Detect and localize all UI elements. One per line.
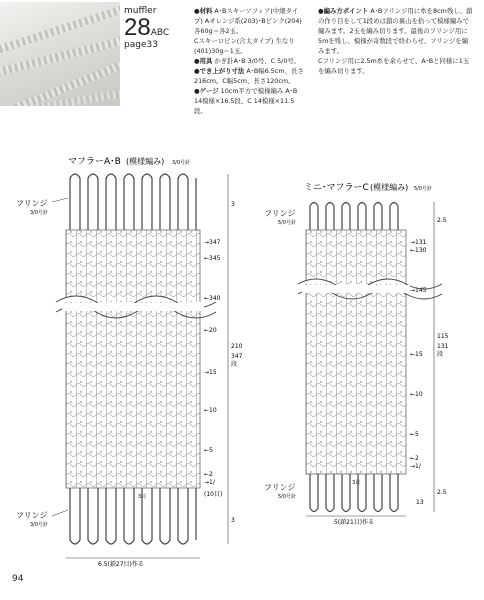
tools-text: かぎ針A･B 3/0号、C 5/0号。 — [214, 57, 301, 65]
gauge-text: 10cm平方で模様編み A･B 14模様×16.5段、C 14模様×11.5段。 — [194, 87, 298, 115]
chart-c-dim: 131 — [437, 343, 449, 350]
chart-ab-row: ←345 — [204, 255, 221, 262]
chart-c-row: ←15 — [410, 351, 423, 358]
chart-ab-fringe-hook-bottom: 3/0号針 — [30, 522, 49, 528]
size-title: ●でき上がり寸法 — [194, 67, 245, 75]
chart-c-body — [306, 230, 406, 474]
chart-ab-title2: (模様編み) — [126, 157, 165, 166]
chart-ab-row: (10目) — [204, 491, 223, 498]
chart-ab-row: ←20 — [204, 327, 217, 334]
chart-c-row: →131 — [410, 239, 427, 246]
point-title: ●編み方ポイント — [318, 7, 369, 15]
tools-title: ●用具 — [194, 57, 213, 65]
header-label: muffler — [124, 6, 157, 16]
crochet-charts — [0, 150, 484, 574]
materials-title: ●材料 — [194, 7, 213, 15]
chart-ab-body — [66, 230, 200, 488]
chart-ab-fringe-hook-top: 3/0号針 — [30, 210, 49, 216]
size-text: A･B幅6.5cm、長さ216cm。C幅5cm、長さ120cm。 — [194, 67, 304, 85]
chart-c-row: →145 — [410, 287, 427, 294]
chart-c-dim: 2.5 — [437, 489, 447, 496]
chart-ab-fringe-top: フリンジ — [16, 199, 48, 208]
chart-c-dim: 13 — [416, 499, 424, 506]
chart-ab-bottom-note: 6.5(鎖27目)作る — [98, 561, 144, 568]
chart-ab-bottom-fringe — [70, 488, 196, 544]
materials-line1: A･Bスキーソフィア(中細タイプ) Aオレンジ系(203)･Bピンク(204)各60g＝各2玉。 — [194, 7, 302, 35]
specs-column — [194, 6, 306, 116]
chart-ab-row: →1/ — [204, 479, 215, 486]
chart-c-title: ミニ･マフラーC — [304, 183, 369, 193]
page-ref: page33 — [124, 40, 158, 50]
chart-c-fringe-top: フリンジ — [264, 209, 296, 218]
chart-c-dim: 115 — [437, 333, 449, 340]
chart-c-dim: 2.5 — [437, 217, 447, 224]
chart-ab-hook: 3/0号針 — [172, 160, 191, 166]
chart-ab-row: →347 — [204, 239, 221, 246]
page-number: 94 — [12, 574, 24, 584]
chart-ab-row: ←340 — [204, 295, 221, 302]
chart-ab-dim: 347 — [231, 353, 243, 360]
knitting-point — [318, 6, 474, 76]
chart-c-row: ←5 — [410, 431, 419, 438]
point-line2: Cフリンジ用に2.5m糸を余らせて、A･Bと同様に1玉を編み切ります。 — [318, 57, 470, 75]
pattern-header — [124, 6, 190, 50]
chart-c-row: ←130 — [410, 247, 427, 254]
gauge-title: ●ゲージ — [194, 87, 219, 95]
chart-c-fringe-bottom: フリンジ — [264, 483, 296, 492]
chart-c-dim: 段 — [437, 351, 444, 358]
chart-ab-row: ←2 — [204, 471, 213, 478]
chart-c-fringe-hook-top: 5/0号針 — [278, 220, 297, 226]
chart-ab-dim: 210 — [231, 343, 243, 350]
chart-ab-top-fringe — [70, 174, 196, 230]
chart-c-title2: (模様編み) — [370, 183, 409, 192]
chart-c-row: →1/ — [410, 463, 421, 470]
chart-ab-dim: 3 — [231, 201, 235, 208]
chart-c-row: ←10 — [410, 391, 423, 398]
materials-line2: Cスキーロピン(合太タイプ) 生なり(401)30g＝1玉。 — [194, 37, 295, 55]
chart-ab-dim: 段 — [231, 361, 238, 368]
pattern-letters: ABC — [150, 28, 170, 38]
point-line1: A･Bフリンジ用に糸を8cm残し、鎖の作り目をして1段めは鎖の裏山を拾って模様編みで編みます。2玉を編み切ります。最後のフリンジ用に5mを残し、模様が奇数段で終わらせ、フリンジを編みます。 — [318, 7, 473, 55]
chart-ab-small-note: 3目 — [138, 494, 147, 500]
chart-c-small-note: 3目 — [352, 480, 361, 486]
chart-ab-title: マフラーA･B — [68, 157, 121, 167]
chart-c-bottom-note: 5(鎖21目)作る — [334, 519, 375, 526]
chart-c-hook: 5/0号針 — [414, 186, 433, 192]
chart-c-fringe-hook-bottom: 5/0号針 — [278, 494, 297, 500]
chart-ab-row: ←10 — [204, 407, 217, 414]
product-photo — [0, 2, 120, 106]
chart-ab-row: →15 — [204, 369, 217, 376]
chart-c-top-fringe — [310, 203, 398, 231]
chart-c-row: ←2 — [410, 455, 419, 462]
chart-ab-dim: 3 — [231, 517, 235, 524]
chart-ab-row: ←5 — [204, 447, 213, 454]
pattern-number: 28 — [124, 14, 151, 41]
chart-ab-fringe-bottom: フリンジ — [16, 511, 48, 520]
